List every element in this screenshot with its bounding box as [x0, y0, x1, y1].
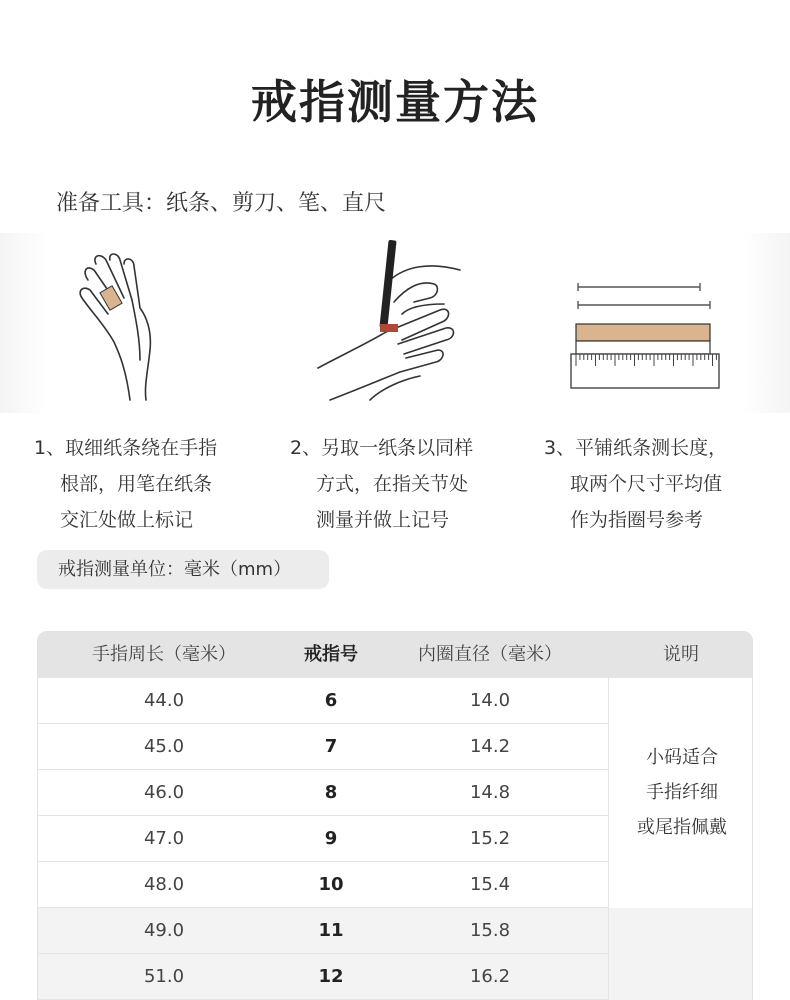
note-small-line-2: 手指纤细 [646, 782, 718, 803]
cell-ring-size: 6 [324, 690, 338, 711]
cell-circumference: 46.0 [143, 782, 185, 803]
note-medium [608, 908, 753, 1000]
step-2: 2、另取一纸条以同样 方式，在指关节处 测量并做上记号 [290, 437, 474, 531]
ring-size-table [37, 631, 753, 1000]
hand-wrap-illustration [60, 250, 170, 410]
table-row [38, 862, 608, 908]
paper-strip [576, 324, 710, 341]
cell-circumference: 47.0 [143, 828, 185, 849]
table-row [38, 816, 608, 862]
pen-body [379, 240, 396, 328]
cell-ring-size: 8 [324, 782, 338, 803]
page-title: 戒指测量方法 [251, 75, 539, 129]
cell-ring-size: 12 [318, 966, 344, 987]
header-notes: 说明 [663, 644, 699, 665]
tools-needed: 准备工具：纸条、剪刀、笔、直尺 [56, 191, 387, 216]
table-row [38, 954, 608, 1000]
cell-diameter: 15.8 [469, 920, 511, 941]
note-small-line-3: 或尾指佩戴 [637, 817, 727, 838]
ruler-measure-illustration [568, 280, 724, 392]
cell-ring-size: 10 [318, 874, 344, 895]
table-row [38, 678, 608, 724]
note-small [608, 678, 753, 908]
table-header [38, 632, 753, 678]
cell-circumference: 45.0 [143, 736, 185, 757]
header-circumference: 手指周长（毫米） [92, 644, 236, 665]
note-small-line-1: 小码适合 [646, 747, 718, 768]
paper-strip-lower [576, 341, 710, 354]
header-ring-size: 戒指号 [304, 644, 358, 665]
table-row [38, 770, 608, 816]
unit-label: 戒指测量单位：毫米（mm） [37, 550, 329, 589]
cell-circumference: 44.0 [143, 690, 185, 711]
cell-diameter: 14.8 [469, 782, 511, 803]
cell-diameter: 15.2 [469, 828, 511, 849]
cell-circumference: 49.0 [143, 920, 185, 941]
paper-strip [380, 324, 398, 332]
header-diameter: 内圈直径（毫米） [418, 644, 562, 665]
cell-diameter: 14.0 [469, 690, 511, 711]
table-row [38, 724, 608, 770]
cell-ring-size: 7 [324, 736, 338, 757]
cell-diameter: 14.2 [469, 736, 511, 757]
cell-diameter: 16.2 [469, 966, 511, 987]
cell-circumference: 51.0 [143, 966, 185, 987]
cell-ring-size: 11 [318, 920, 344, 941]
step-1: 1、取细纸条绕在手指 根部，用笔在纸条 交汇处做上标记 [34, 437, 218, 531]
cell-circumference: 48.0 [143, 874, 185, 895]
table-row [38, 908, 608, 954]
step-3: 3、平铺纸条测长度， 取两个尺寸平均值 作为指圈号参考 [544, 437, 728, 531]
cell-ring-size: 9 [324, 828, 338, 849]
pen-mark-illustration [310, 240, 480, 410]
cell-diameter: 15.4 [469, 874, 511, 895]
